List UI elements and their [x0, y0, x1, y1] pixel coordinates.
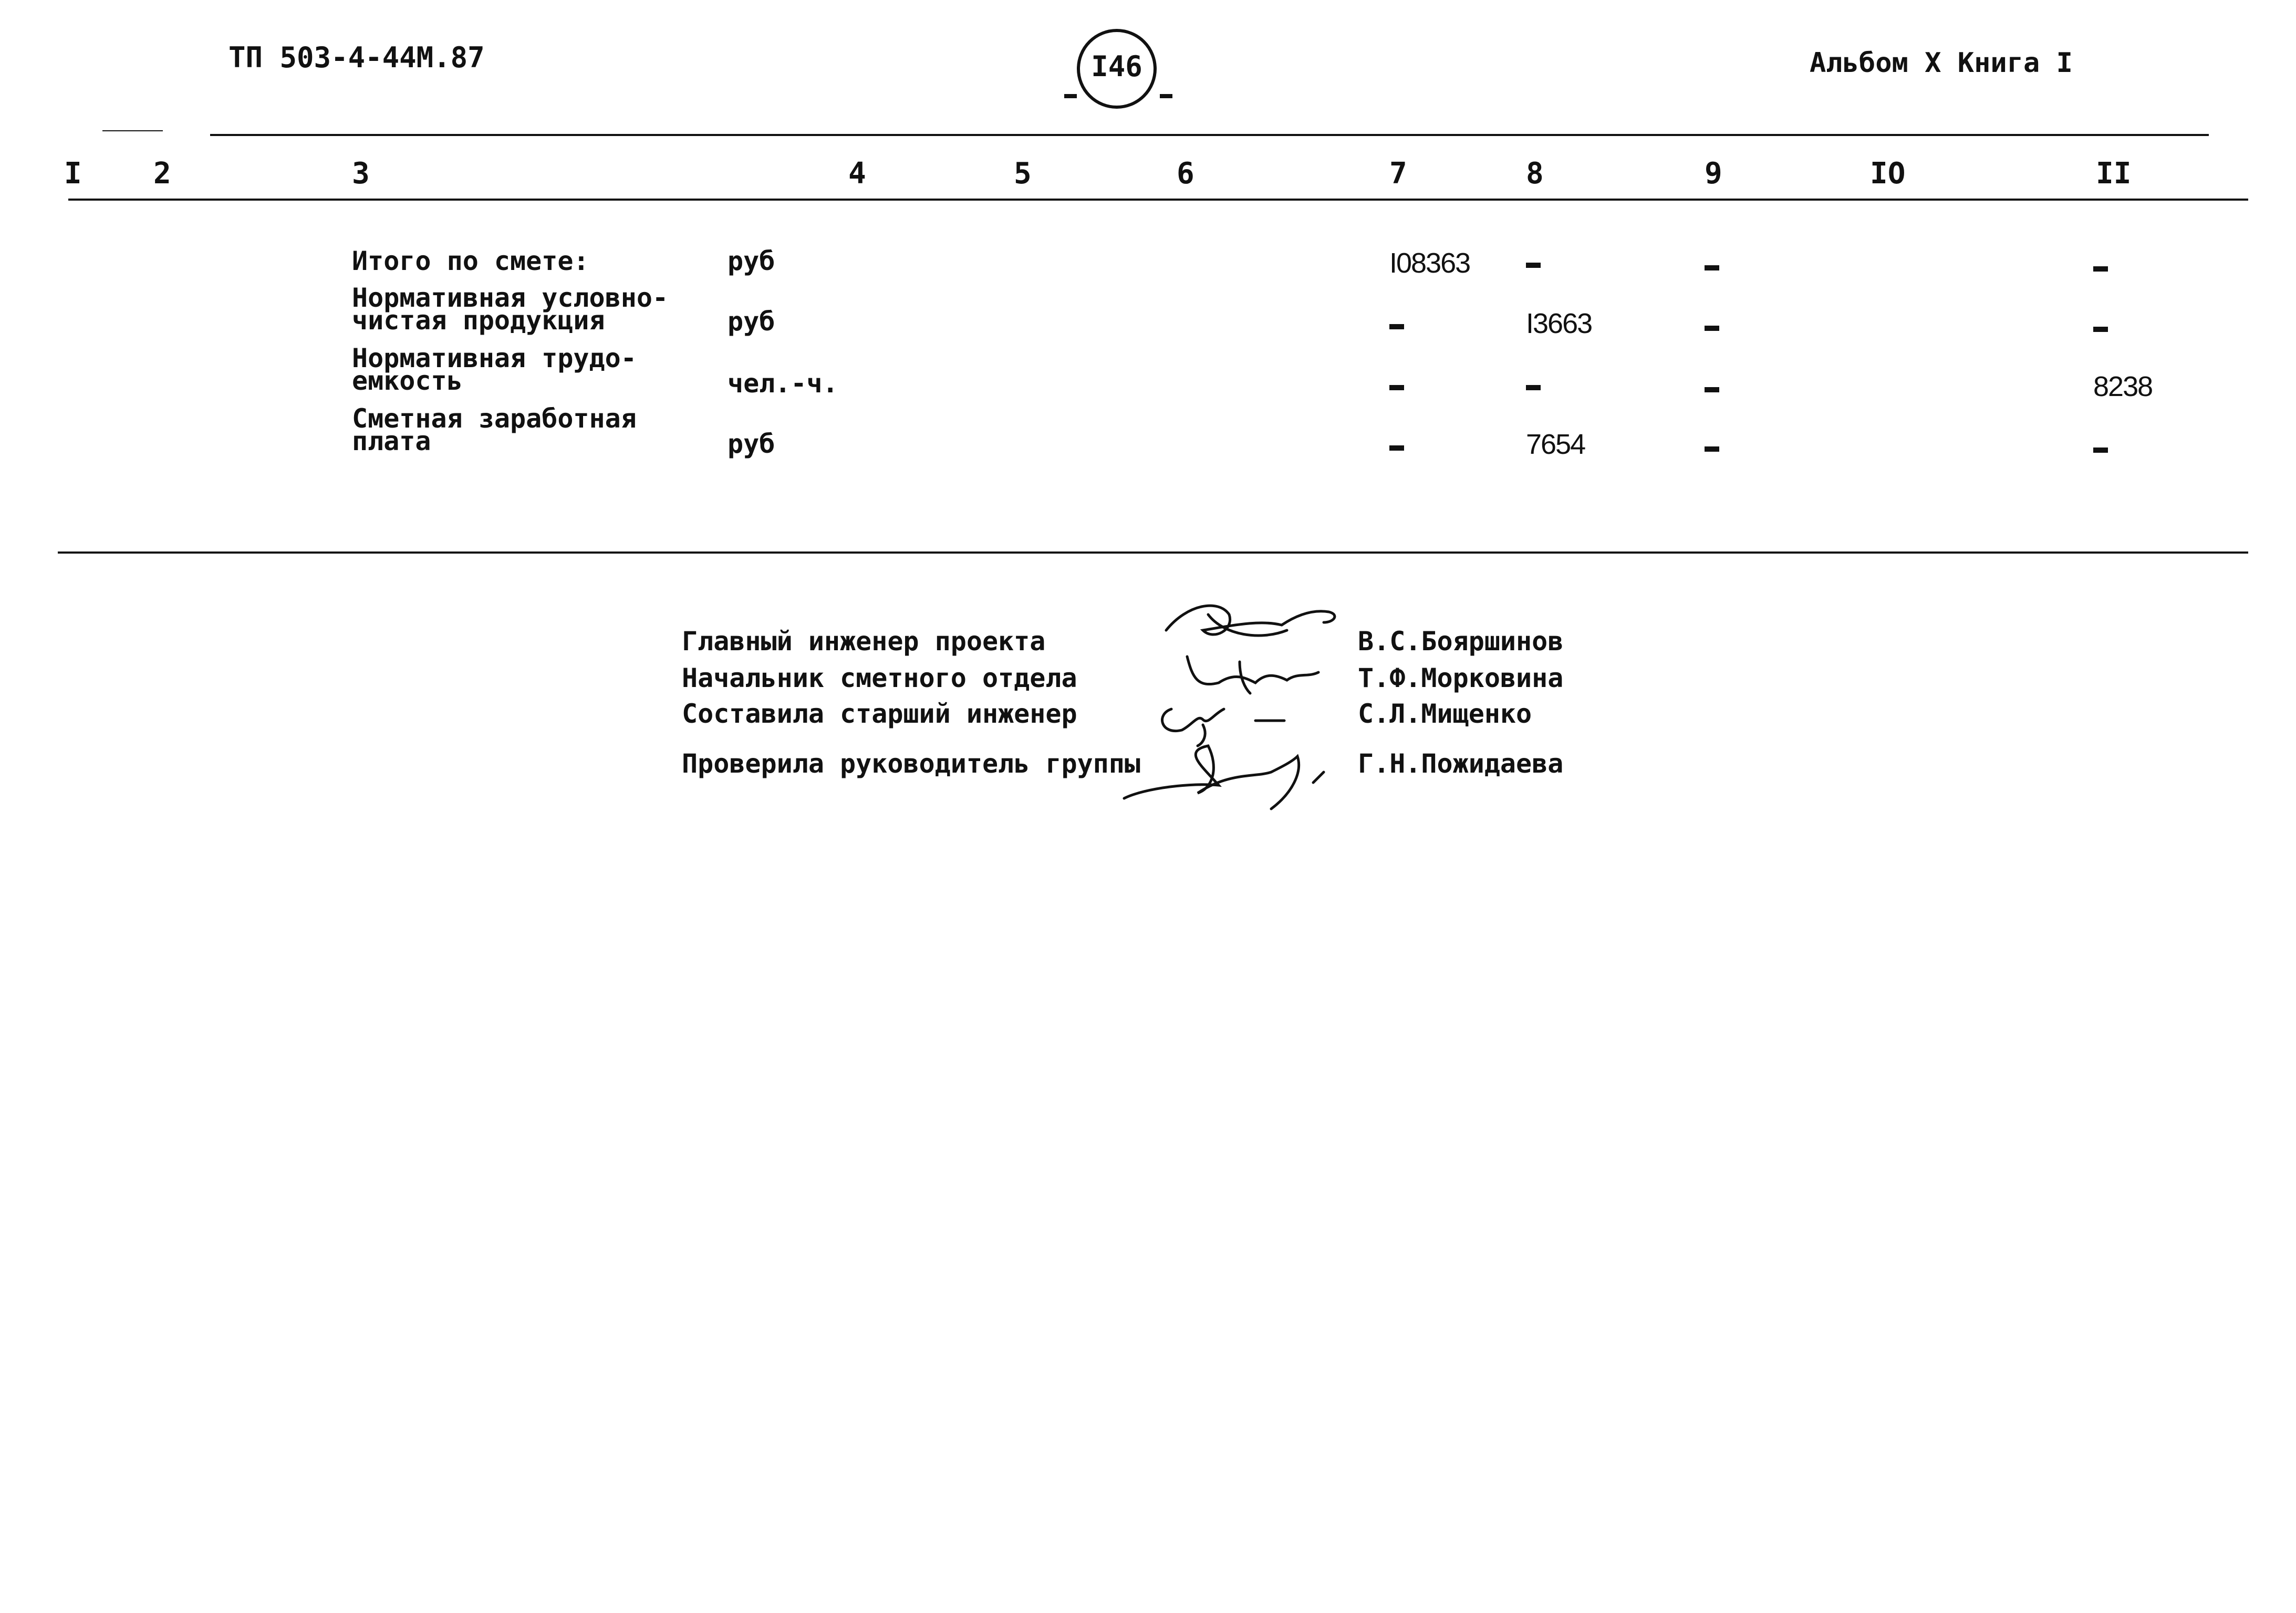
row-unit: чел.-ч.	[728, 368, 838, 399]
row-value-col11: 8238	[2093, 371, 2153, 402]
row-value-col8: I3663	[1526, 308, 1592, 339]
row-dash-col7	[1389, 385, 1404, 390]
column-number: 9	[1705, 157, 1722, 191]
album-book-info: Альбом X Книга I	[1810, 47, 2073, 79]
row-dash-col7	[1389, 445, 1404, 451]
table-bottom-rule	[58, 551, 2248, 554]
row-name: Итого по смете:	[352, 246, 589, 276]
row-dash-col11	[2093, 327, 2108, 332]
handwritten-signature	[1156, 594, 1355, 657]
row-dash-col9	[1705, 326, 1719, 331]
column-number: 6	[1177, 157, 1194, 191]
column-number: 8	[1526, 157, 1544, 191]
row-unit: руб	[728, 429, 775, 459]
row-value-col7: I08363	[1389, 247, 1470, 279]
row-name: плата	[352, 426, 431, 456]
row-name: емкость	[352, 366, 463, 396]
signature-title: Главный инженер проекта	[682, 626, 1046, 657]
page-number: I46	[1091, 50, 1142, 83]
row-dash-col11	[2093, 448, 2108, 453]
signature-title: Составила старший инженер	[682, 699, 1077, 729]
column-number: 4	[848, 157, 866, 191]
column-number: 3	[352, 157, 370, 191]
top-rule	[210, 134, 2209, 136]
signature-title: Начальник сметного отдела	[682, 663, 1077, 693]
row-dash-col9	[1705, 265, 1719, 270]
column-number: IO	[1870, 157, 1906, 191]
row-dash-col11	[2093, 266, 2108, 272]
row-dash-col9	[1705, 387, 1719, 392]
row-dash-col9	[1705, 446, 1719, 452]
row-dash-col8	[1526, 385, 1541, 390]
signature-name: С.Л.Мищенко	[1358, 699, 1532, 729]
row-unit: руб	[728, 246, 775, 276]
column-number: II	[2096, 157, 2132, 191]
row-value-col8: 7654	[1526, 429, 1585, 460]
column-number: 5	[1014, 157, 1032, 191]
column-header-rule	[68, 199, 2248, 201]
signature-name: Г.Н.Пожидаева	[1358, 748, 1564, 779]
signature-title: Проверила руководитель группы	[682, 748, 1140, 779]
column-number: 7	[1389, 157, 1407, 191]
handwritten-signature	[1114, 735, 1345, 814]
row-name: Нормативная условно-	[352, 283, 669, 313]
row-dash-col8	[1526, 263, 1541, 268]
row-name: Нормативная трудо-	[352, 343, 637, 373]
row-name: Сметная заработная	[352, 403, 637, 434]
row-unit: руб	[728, 306, 775, 337]
signature-name: В.С.Бояршинов	[1358, 626, 1564, 657]
page-number-circle	[1077, 29, 1157, 109]
column-number: 2	[153, 157, 171, 191]
page-number-dash-left	[1064, 94, 1077, 98]
top-rule-fragment	[102, 130, 163, 131]
page-number-dash-right	[1160, 94, 1172, 98]
signature-name: Т.Ф.Морковина	[1358, 663, 1564, 693]
row-name: чистая продукция	[352, 305, 605, 336]
column-number: I	[64, 157, 82, 191]
handwritten-signature	[1177, 651, 1334, 699]
row-dash-col7	[1389, 324, 1404, 329]
document-code: ТП 503-4-44М.87	[228, 41, 485, 74]
